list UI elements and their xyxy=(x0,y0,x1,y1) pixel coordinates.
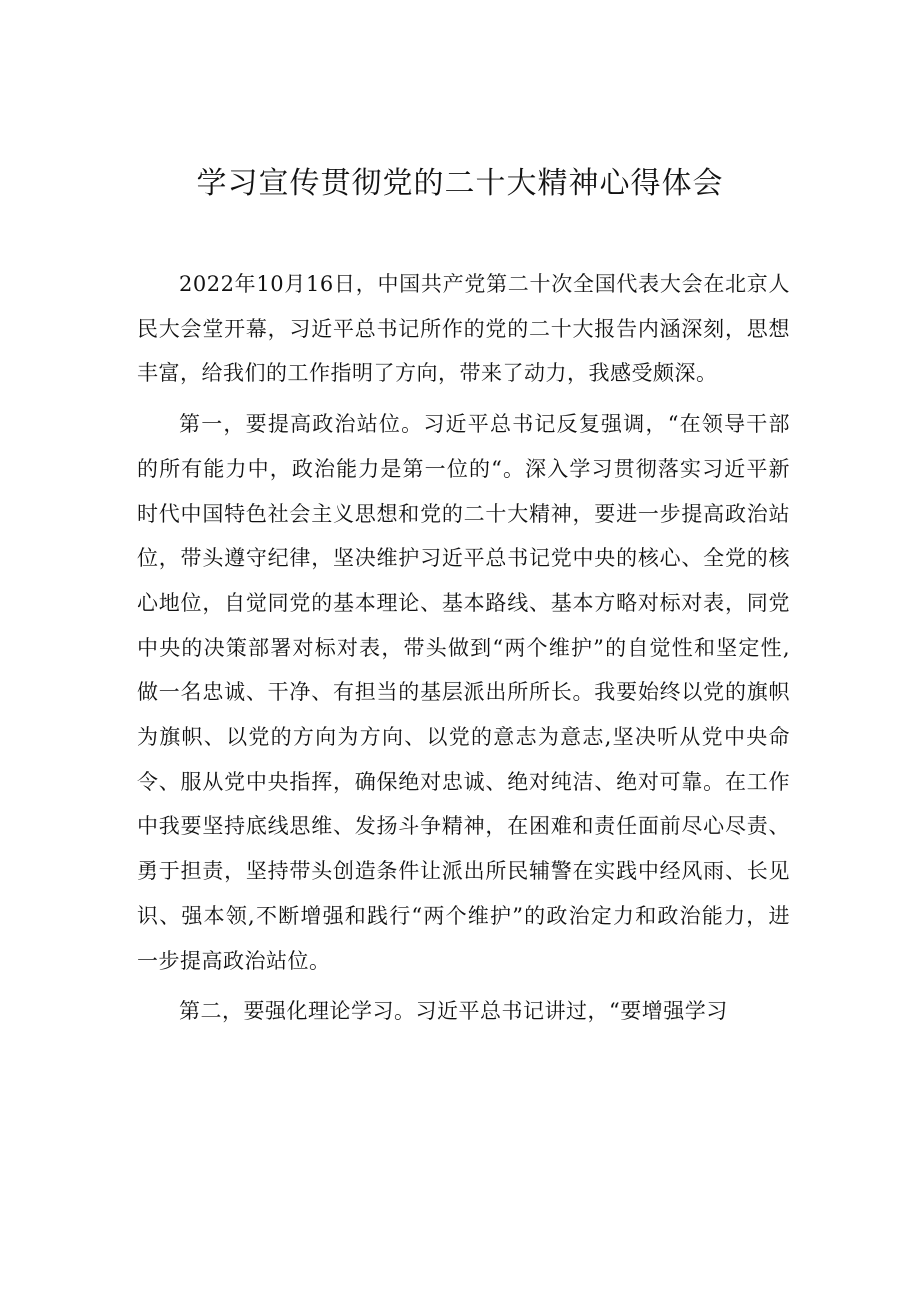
paragraph-opening: 2022年10月16日，中国共产党第二十次全国代表大会在北京人民大会堂开幕，习近平总书记所作的党的二十大报告内涵深刻，思想丰富，给我们的工作指明了方向，带来了动力，我感受颇深。 xyxy=(137,272,790,386)
document-body xyxy=(137,262,790,1040)
paragraph-second-point: 第二，要强化理论学习。习近平总书记讲过，“要增强学习 xyxy=(179,999,728,1024)
document-title: 学习宣传贯彻党的二十大精神心得体会 xyxy=(196,166,724,201)
paragraph-first-point: 第一，要提高政治站位。习近平总书记反复强调，“在领导干部的所有能力中，政治能力是第一位的“。深入学习贯彻落实习近平新时代中国特色社会主义思想和党的二十大精神，要进一步提高政治站位，带头遵守纪律，坚决维护习近平总书记党中央的核心、全党的核心地位，自觉同党的基本理论、基本路线、基本方略对标对表，同党中央的决策部署对标对表，带头做到“两个维护”的自觉性和坚定性,做一名忠诚、干净、有担当的基层派出所所长。我要始终以党的旗帜为旗帜、以党的方向为方向、以党的意志为意志,坚决听从党中央命令、服从党中央指挥，确保绝对忠诚、绝对纯洁、绝对可靠。在工作中我要坚持底线思维、发扬斗争精神，在困难和责任面前尽心尽责、勇于担责，坚持带头创造条件让派出所民辅警在实践中经风雨、长见识、强本领,不断增强和践行“两个维护”的政治定力和政治能力，进一步提高政治站位。 xyxy=(137,412,790,973)
